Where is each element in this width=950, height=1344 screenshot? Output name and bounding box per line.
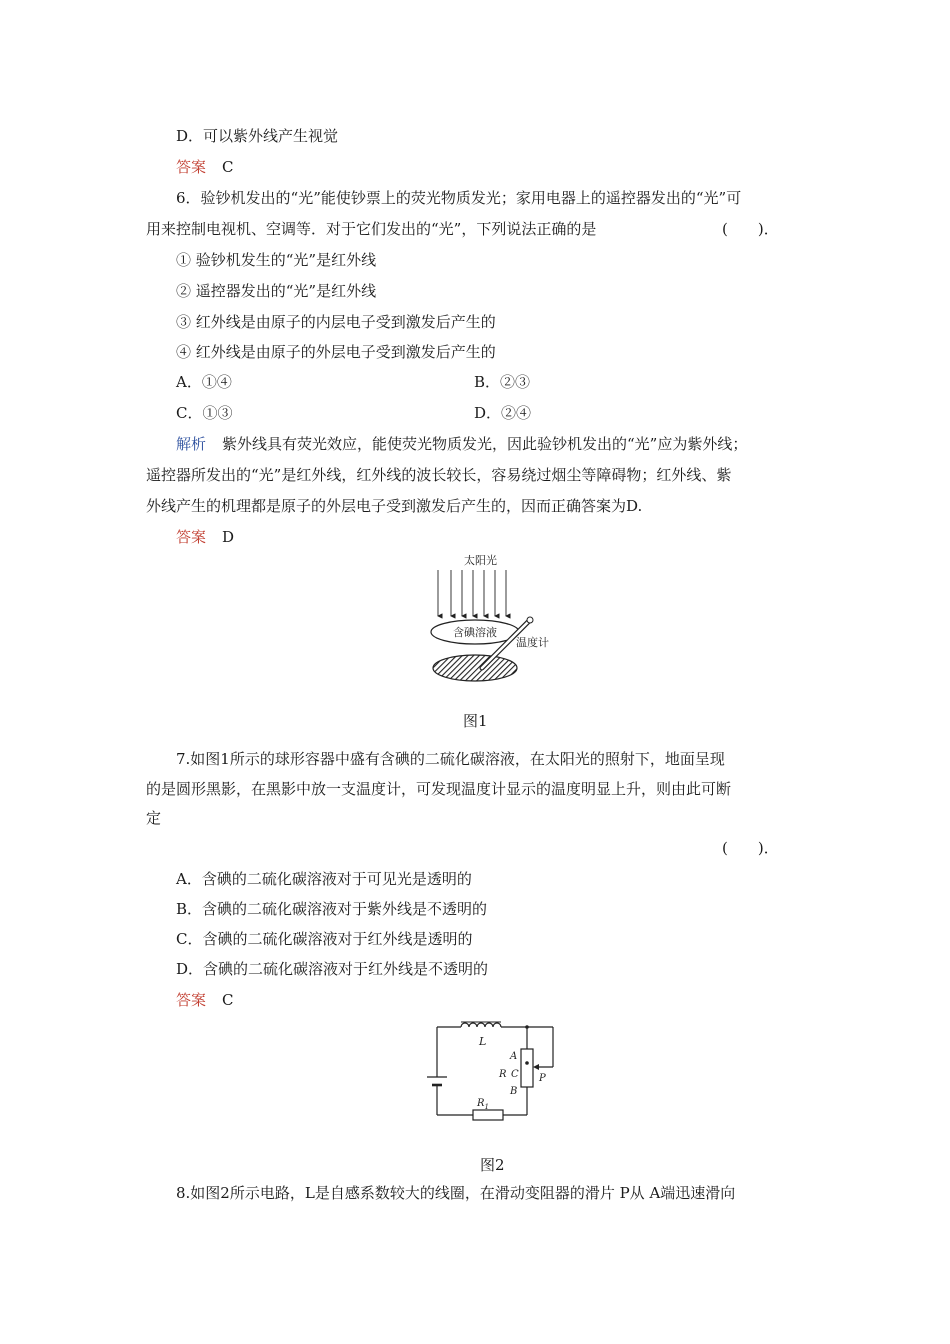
sun-label: 太阳光 <box>464 554 497 567</box>
q6-option-c: C．①③ <box>176 404 233 422</box>
inductor-coil <box>461 1023 501 1027</box>
label-r1: $R_1$ <box>477 1098 489 1111</box>
q7-option-b: B．含碘的二硫化碳溶液对于紫外线是不透明的 <box>176 900 488 918</box>
q7-option-d: D．含碘的二硫化碳溶液对于红外线是不透明的 <box>176 960 489 978</box>
answer-value: C <box>222 991 234 1009</box>
solution-label: 含碘溶液 <box>453 626 497 639</box>
q6-paren: ( )． <box>722 220 779 238</box>
answer-label: 答案 <box>176 158 207 176</box>
q6-option-d: D．②④ <box>474 404 532 422</box>
q8-line-1: 8.如图2所示电路，L是自感系数较大的线圈，在滑动变阻器的滑片 P从 A端迅速滑向 <box>176 1184 736 1202</box>
figure-2-caption: 图2 <box>480 1156 505 1174</box>
label-a: A <box>510 1051 518 1062</box>
q7-option-a: A．含碘的二硫化碳溶液对于可见光是透明的 <box>176 870 472 888</box>
answer-value: D <box>222 528 235 546</box>
q6-answer <box>176 527 234 547</box>
label-l: L <box>479 1035 487 1048</box>
figure-2-circuit-diagram <box>425 1015 565 1125</box>
q6-statement-2: ② 遥控器发出的“光”是红外线 <box>176 282 377 300</box>
sun-rays <box>438 570 506 616</box>
label-b: B <box>510 1086 518 1097</box>
q6-statement-3: ③ 红外线是由原子的内层电子受到激发后产生的 <box>176 313 496 331</box>
answer-label: 答案 <box>176 528 207 546</box>
q6-analysis-line-3: 外线产生的机理都是原子的外层电子受到激发后产生的，因而正确答案为D. <box>146 497 643 515</box>
q6-analysis-line-1: 解析 紫外线具有荧光效应，能使荧光物质发光，因此验钞机发出的“光”应为紫外线； <box>176 435 748 453</box>
label-c: C <box>511 1069 519 1080</box>
q6-option-a: A．①④ <box>176 373 232 391</box>
q7-answer <box>176 990 234 1010</box>
analysis-label: 解析 <box>176 435 207 453</box>
figure-1-caption: 图1 <box>463 712 488 730</box>
q6-line-2: 用来控制电视机、空调等．对于它们发出的“光”，下列说法正确的是 <box>146 220 597 238</box>
q7-line-2: 的是圆形黑影，在黑影中放一支温度计，可发现温度计显示的温度明显上升，则由此可断 <box>146 780 732 798</box>
figure-1-sunlight-diagram <box>420 550 570 690</box>
resistor-r1 <box>473 1110 503 1120</box>
q7-paren: ( )． <box>722 839 779 857</box>
rheostat-r <box>521 1049 533 1087</box>
q7-option-c: C．含碘的二硫化碳溶液对于红外线是透明的 <box>176 930 473 948</box>
q6-line-1: 6．验钞机发出的“光”能使钞票上的荧光物质发光；家用电器上的遥控器发出的“光”可 <box>176 189 742 207</box>
q6-statement-1: ① 验钞机发生的“光”是红外线 <box>176 251 377 269</box>
answer-label: 答案 <box>176 991 207 1009</box>
answer-value: C <box>222 158 234 176</box>
q6-statement-4: ④ 红外线是由原子的外层电子受到激发后产生的 <box>176 343 496 361</box>
thermometer-label: 温度计 <box>516 636 549 649</box>
q7-line-3: 定 <box>146 809 162 827</box>
q7-line-1: 7.如图1所示的球形容器中盛有含碘的二硫化碳溶液，在太阳光的照射下，地面呈现 <box>176 750 725 768</box>
q6-option-b: B．②③ <box>474 373 531 391</box>
shadow-ellipse <box>433 655 517 681</box>
q5-answer <box>176 157 234 177</box>
q6-analysis-line-2: 遥控器所发出的“光”是红外线，红外线的波长较长，容易绕过烟尘等障碍物；红外线、紫 <box>146 466 732 484</box>
q5-option-d: D．可以紫外线产生视觉 <box>176 127 339 145</box>
label-r: R <box>499 1069 507 1080</box>
label-p: P <box>539 1073 546 1084</box>
